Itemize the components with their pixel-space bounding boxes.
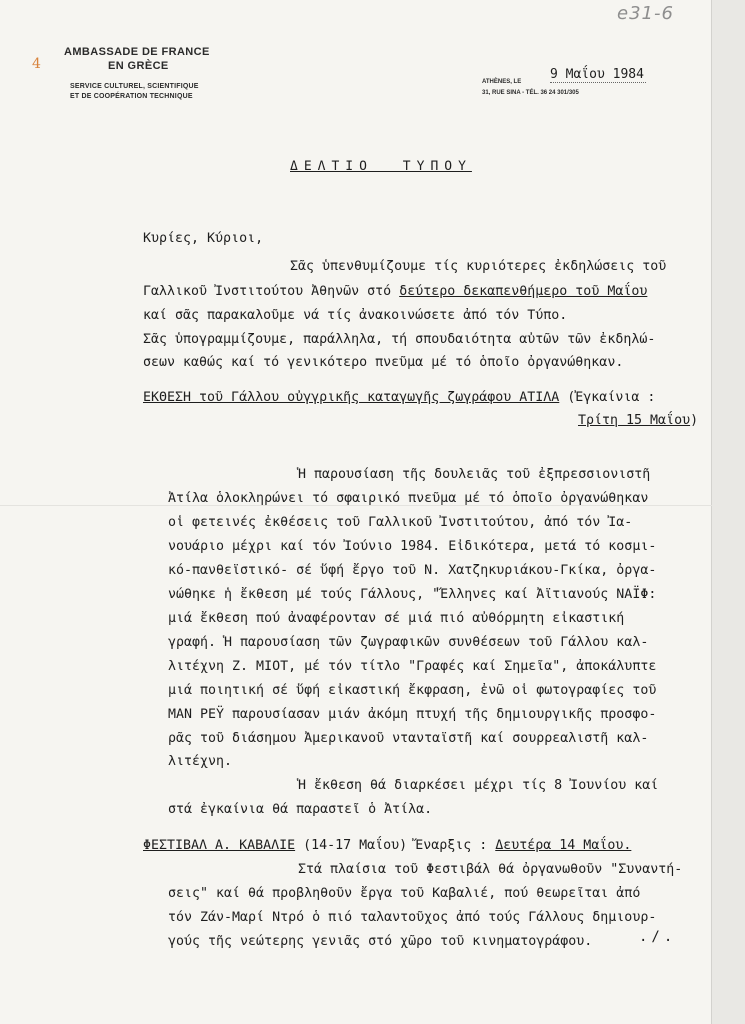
section2-start-date: Δευτέρα 14 Μαΐου. (495, 838, 632, 853)
section1-line: κό-πανθεϊστικό- σέ ὕφή ἔργο τοῦ Ν. Χατζηκυριάκου-Γκίκα, ὀργα- (168, 563, 657, 578)
letter-date: 9 Μαΐου 1984 (550, 67, 644, 82)
city-label: ATHÈNES, LE (482, 79, 522, 85)
section1-opening-date: Τρίτη 15 Μαΐου (578, 413, 691, 428)
section1-line: Ἡ παρουσίαση τῆς δουλειᾶς τοῦ ἐξπρεσσιονιστῆ (298, 467, 651, 482)
intro-line-text: Γαλλικοῦ Ἰνστιτούτου Ἀθηνῶν στό (143, 284, 400, 299)
section1-line: γραφή. Ἡ παρουσίαση τῶν ζωγραφικῶν συνθέσεων τοῦ Γάλλου καλ- (168, 635, 649, 650)
intro-line: καί σᾶς παρακαλοῦμε νά τίς ἀνακοινώσετε ἀπό τόν Τύπο. (143, 308, 568, 323)
section1-line: Ἡ ἔκθεση θά διαρκέσει μέχρι τίς 8 Ἰουνίου καί (298, 778, 659, 793)
intro-line: σεων καθώς καί τό γενικότερο πνεῦμα μέ τό ὁποῖο ὀργανώθηκαν. (143, 355, 624, 370)
section2-heading-title: ΦΕΣΤΙΒΑΛ Α. ΚΑΒΑΛΙΕ (143, 838, 296, 853)
section2-heading-mid: (14-17 Μαΐου) Ἔναρξις : (295, 838, 496, 853)
section2-heading (143, 838, 631, 853)
letterhead-org-line1: AMBASSADE DE FRANCE (64, 46, 210, 58)
letterhead-service-line2: ET DE COOPÉRATION TECHNIQUE (70, 93, 193, 100)
section1-heading-title: ΕΚΘΕΣΗ τοῦ Γάλλου οὐγγρικῆς καταγωγῆς ζωγράφου ΑΤΙΛΑ (143, 390, 560, 405)
intro-line (143, 284, 647, 299)
section1-line: λιτέχνη. (168, 754, 233, 769)
section1-line: οἱ φετεινές ἐκθέσεις τοῦ Γαλλικοῦ Ἰνστιτούτου, ἀπό τόν Ἰα- (168, 515, 633, 530)
section1-line: ΜΑΝ ΡΕΫ παρουσίασαν μιάν ἀκόμη πτυχή τῆς δημιουργικῆς προσφο- (168, 707, 657, 722)
intro-line: Σᾶς ὑπενθυμίζουμε τίς κυριότερες ἐκδηλώσεις τοῦ (290, 259, 667, 274)
section2-line: Στά πλαίσια τοῦ Φεστιβάλ θά ὀργανωθοῦν "Συναντή- (298, 862, 683, 877)
section1-line: στά ἐγκαίνια θά παραστεῖ ὁ Ἀτίλα. (168, 802, 433, 817)
letterhead-service-line1: SERVICE CULTUREL, SCIENTIFIQUE (70, 83, 199, 90)
section1-heading-tail: (Ἐγκαίνια : (559, 390, 656, 405)
section2-line: σεις" καί θά προβληθοῦν ἔργα τοῦ Καβαλιέ, πού θεωρεῖται ἀπό (168, 886, 641, 901)
section2-line: τόν Ζάν-Μαρί Ντρό ὁ πιό ταλαντοῦχος ἀπό τούς Γάλλους δημιουρ- (168, 910, 657, 925)
page-edge (711, 0, 745, 1024)
section1-heading (143, 390, 655, 405)
section1-heading-date-line (578, 413, 698, 428)
handwritten-reference: e31-6 (617, 3, 674, 24)
section1-line: λιτέχνη Ζ. ΜΙΟΤ, μέ τόν τίτλο "Γραφές καί Σημεῖα", ἀποκάλυπτε (168, 659, 657, 674)
section1-line: ρᾶς τοῦ διάσημου Ἀμερικανοῦ ντανταϊστῆ καί σουρρεαλιστῆ καλ- (168, 731, 649, 746)
section1-line: Ἀτίλα ὁλοκληρώνει τό σφαιρικό πνεῦμα μέ τό ὁποῖο ὀργανώθηκαν (168, 491, 649, 506)
salutation: Κυρίες, Κύριοι, (143, 231, 264, 246)
document-title: ΔΕΛΤΙΟ ΤΥΠΟΥ (290, 159, 472, 174)
margin-mark: 4 (32, 56, 41, 72)
section1-line: νώθηκε ἡ ἔκθεση μέ τούς Γάλλους, "Ἕλληνες καί Ἀϊτιανούς ΝΑΪΦ: (168, 587, 657, 602)
section2-line: γούς τῆς νεώτερης γενιᾶς στό χῶρο τοῦ κινηματογράφου. (168, 934, 593, 949)
intro-underlined-period: δεύτερο δεκαπενθήμερο τοῦ Μαΐου (399, 284, 648, 299)
section1-line: μιά ποιητική σέ ὕφή εἰκαστική ἔκφραση, ἐνῶ οἱ φωτογραφίες τοῦ (168, 683, 657, 698)
section1-line: νουάριο μέχρι καί τόν Ἰούνιο 1984. Εἰδικότερα, μετά τό κοσμι- (168, 539, 657, 554)
letterhead-org-line2: EN GRÈCE (108, 60, 169, 72)
continuation-mark: ./. (639, 929, 677, 945)
section1-line: μιά ἔκθεση πού ἀναφέρονταν σέ μιά πιό αὐθόρμητη εἰκαστική (168, 611, 625, 626)
section1-heading-close: ) (690, 413, 699, 428)
intro-line: Σᾶς ὑπογραμμίζουμε, παράλληλα, τή σπουδαιότητα αὐτῶν τῶν ἐκδηλώ- (143, 332, 656, 347)
address-line: 31, RUE SINA - TÉL. 36 24 301/305 (482, 90, 579, 96)
